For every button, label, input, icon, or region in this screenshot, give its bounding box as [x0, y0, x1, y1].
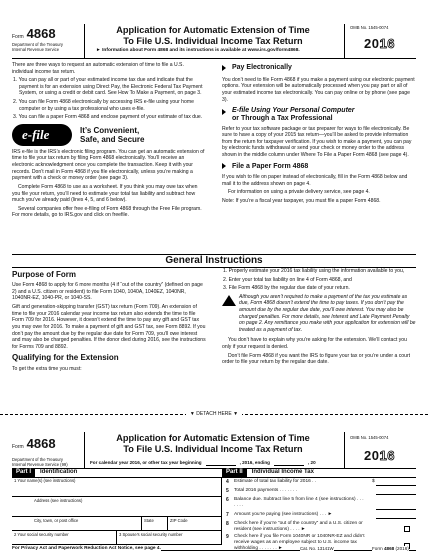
efile-paragraph-2: Complete Form 4868 to use as a worksheet. If you think you may owe tax when you file your return, you’ll need to estimate your total tax liability and subtract how much you’ve already paid (lines 4, 5, and 6 below). — [12, 183, 198, 204]
line-8-label: Check here if you’re “out of the country” and a U.S. citizen or resident (see instructions) . . . . ► — [234, 521, 363, 532]
dept-label: Department of the Treasury — [12, 42, 63, 47]
voucher-form-label: Form — [12, 444, 24, 450]
voucher-title-line2: To File U.S. Individual Income Tax Return — [123, 443, 303, 454]
state-field-label: State — [144, 518, 154, 523]
form-number: 4868 — [26, 26, 56, 41]
form-label: Form — [12, 34, 24, 40]
qualifying-text: To get the extra time you must: — [12, 365, 82, 372]
purpose-paragraph-2: Gift and generation-skipping transfer (GST) tax return (Form 709). An extension of time to file your 2016 calendar year income tax return also extends the time to file Form 709 for 2016. However, it doesn’t extend the time to pay any gift and GST tax you may owe for 2016. To make a payment of gift and GST tax, see Form 8892. If you don’t pay the amount due by the regular due date for Form 709, you’ll owe interest and may also be charged penalties. If the donor died during 2016, see the instructions for Forms 709 and 8892. — [12, 304, 206, 350]
tax-year-end-field[interactable] — [274, 460, 304, 466]
pay-heading: Pay Electronically — [232, 64, 292, 71]
caution-text: Although you aren’t required to make a payment of the tax you estimate as due, Form 4868 doesn’t extend the time to pay taxes. If you don’t pay the amount due by the regular due date, you’ll owe interest. You may also be charged penalties. For more details, see Interest and Late Payment Penalty on page 2. Any remittance you make with your application for extension will be treated as a payment of tax. — [239, 293, 416, 333]
detach-label: ▼ DETACH HERE ▼ — [186, 411, 242, 417]
efile-pc-heading-2: or Through a Tax Professional — [232, 114, 333, 122]
purpose-heading: Purpose of Form — [12, 270, 77, 279]
city-field-label: City, town, or post office — [34, 518, 79, 523]
left-column — [12, 62, 206, 221]
line-4-label: Estimate of total tax liability for 2016 . . — [234, 479, 317, 484]
pay-text: You don’t need to file Form 4868 if you make a payment using our electronic payment options. Your extension will be automatically processed when you pay part or all of your estimated income tax electronically. You can pay online or by phone (see page 3). — [222, 76, 415, 103]
intro-text: There are three ways to request an automatic extension of time to file a U.S. individual income tax return. — [12, 62, 184, 75]
name-field[interactable] — [12, 477, 222, 497]
step-2: 2. Enter your total tax liability on line 4 of Form 4868, and — [223, 276, 352, 283]
efile-logo: e-file — [12, 124, 72, 146]
part-2-label: Part II — [222, 469, 247, 477]
calendar-year-label: For calendar year 2016, or other tax year beginning — [90, 460, 202, 465]
efile-heading-2: Safe, and Secure — [80, 134, 145, 144]
purpose-paragraph-1: Use Form 4868 to apply for 6 more months (4 if “out of the country” (defined on page 2) and a U.S. citizen or resident) to file Form 1040, 1040A, 1040EZ, 1040NR, 1040NR-EZ, 1040-PR, or 1040-SS. — [12, 282, 203, 302]
calendar-mid-label: , 2016, ending — [239, 460, 270, 465]
right-column — [222, 62, 416, 207]
spouse-ssn-field-label: 3 Spouse’s social security number — [119, 532, 183, 537]
paper-paragraph-2: For information on using a private delivery service, see page 4. — [228, 189, 370, 196]
tax-year: 2016 — [364, 36, 395, 51]
paper-heading: File a Paper Form 4868 — [232, 162, 309, 170]
voucher-title-line1: Application for Automatic Extension of Time — [116, 433, 310, 443]
caution-icon — [222, 295, 236, 306]
voucher-omb: OMB No. 1545-0074 — [350, 435, 389, 440]
arrow-icon — [222, 163, 226, 169]
zip-field[interactable] — [168, 517, 222, 531]
general-instructions-heading: General Instructions — [165, 255, 263, 266]
footer-cat-number: Cat. No. 13141W — [300, 546, 334, 551]
part-2-title: Individual Income Tax — [251, 469, 314, 476]
form-title-line1: Application for Automatic Extension of Time — [116, 25, 310, 35]
efile-pc-text: Refer to your tax software package or tax preparer for ways to file electronically. Be sure to have a copy of your 2015 tax return—you’ll be asked to provide information from the return for taxpayer verification. If you wish to make a payment, you can pay by electronic funds withdrawal or send your check or money order to the address shown in the middle column under Where To File a Paper Form 4868 (see page 4). — [222, 125, 412, 158]
part-2-bar — [222, 469, 416, 477]
paper-paragraph-1: If you wish to file on paper instead of electronically, fill in the Form 4868 below and mail it to the address shown on page 4. — [222, 174, 408, 187]
efile-paragraph-1: IRS e-file is the IRS’s electronic filing program. You can get an automatic extension of time to file your tax return by filing Form 4868 electronically. You’ll receive an electronic acknowledgment once you complete the transaction. Keep it with your records. Don’t mail in Form 4868 if you file electronically, unless you’re making a payment with a check or money order (see page 3). — [12, 148, 205, 182]
spouse-ssn-field[interactable] — [117, 531, 222, 545]
step-1: 1. Properly estimate your 2016 tax liability using the information available to you, — [223, 268, 405, 274]
line-8-checkbox[interactable] — [404, 526, 410, 532]
form-header — [12, 24, 416, 58]
part-1-title: Identification — [40, 469, 78, 476]
arrow-icon — [222, 109, 226, 115]
address-field[interactable] — [12, 497, 222, 517]
step-3: 3. File Form 4868 by the regular due date of your return. — [223, 285, 350, 292]
info-line: ► Information about Form 4868 and its instructions is available at www.irs.gov/form4868. — [96, 48, 300, 53]
line-4-amount[interactable] — [376, 485, 416, 486]
general-right — [222, 268, 416, 368]
ssn-field-label: 2 Your social security number — [14, 532, 69, 537]
voucher-form-number: 4868 — [26, 436, 56, 451]
voucher-header — [12, 432, 416, 468]
footer-privacy-notice: For Privacy Act and Paperwork Reduction Act Notice, see page 4. — [12, 546, 161, 551]
way-2: 2. You can file Form 4868 electronically by accessing IRS e-file using your home computer or by using a tax professional who uses e-file. — [13, 99, 194, 112]
line-7-label: Amount you’re paying (see instructions) . . . ► — [234, 512, 333, 517]
part-1-bar — [12, 469, 222, 477]
efile-pc-heading-1: E-file Using Your Personal Computer — [232, 107, 355, 115]
right-paragraph-1: You don’t have to explain why you’re asking for the extension. We’ll contact you only if your request is denied. — [222, 337, 407, 351]
omb-number: OMB No. 1545-0074 — [350, 25, 389, 30]
line-9-label: Check here if you file Form 1040NR or 1040NR-EZ and didn’t receive wages as an employee subject to U.S. income tax withholding . . . . . . . ► — [234, 534, 365, 551]
part-1-label: Part I — [12, 469, 35, 477]
line-7-amount[interactable] — [376, 518, 416, 519]
ssn-field[interactable] — [12, 531, 117, 545]
line-5-amount[interactable] — [376, 494, 416, 495]
state-field[interactable] — [142, 517, 168, 531]
form-title-line2: To File U.S. Individual Income Tax Return — [123, 35, 303, 46]
city-field[interactable] — [12, 517, 142, 531]
arrow-icon — [222, 65, 226, 71]
line-4-dollar: $ — [372, 479, 375, 484]
zip-field-label: ZIP Code — [170, 518, 188, 523]
address-field-label: Address (see instructions) — [34, 498, 83, 503]
irs-label: Internal Revenue Service — [12, 47, 60, 52]
way-3: 3. You can file a paper Form 4868 and enclose payment of your estimate of tax due. — [13, 114, 203, 121]
qualifying-heading: Qualifying for the Extension — [12, 353, 119, 363]
line-6-label: Balance due. Subtract line 5 from line 4 (see instructions) . . . . . . . — [234, 497, 364, 508]
tax-year-begin-field[interactable] — [206, 460, 236, 466]
right-paragraph-2: Don’t file Form 4868 if you want the IRS to figure your tax or you’re under a court order to file your return by the regular due date. — [222, 352, 411, 366]
calendar-end-label: , 20 — [307, 460, 316, 465]
efile-heading-1: It’s Convenient, — [80, 125, 140, 135]
name-field-label: 1 Your name(s) (see instructions) — [14, 478, 76, 483]
voucher-dept: Department of the Treasury — [12, 457, 63, 462]
paper-note: Note: If you’re a fiscal year taxpayer, you must file a paper Form 4868. — [222, 198, 381, 205]
footer-form-id: Form 4868 (2016) — [372, 546, 409, 551]
voucher-irs: Internal Revenue Service (99) — [12, 462, 68, 467]
voucher-tax-year: 2016 — [364, 448, 395, 463]
line-5-label: Total 2016 payments . . . . . . . — [234, 488, 297, 493]
general-left — [12, 270, 206, 374]
way-1: 1. You can pay all or part of your estimated income tax due and indicate that the payment is for an extension using Direct Pay, the Electronic Federal Tax Payment System, or using a credit or debit card. See How To Make a Payment, on page 3. — [13, 77, 203, 97]
efile-paragraph-3: Several companies offer free e-filing of Form 4868 through the Free File program. For more details, go to IRS.gov and click on freefile. — [12, 205, 202, 219]
line-6-amount[interactable] — [376, 509, 416, 510]
